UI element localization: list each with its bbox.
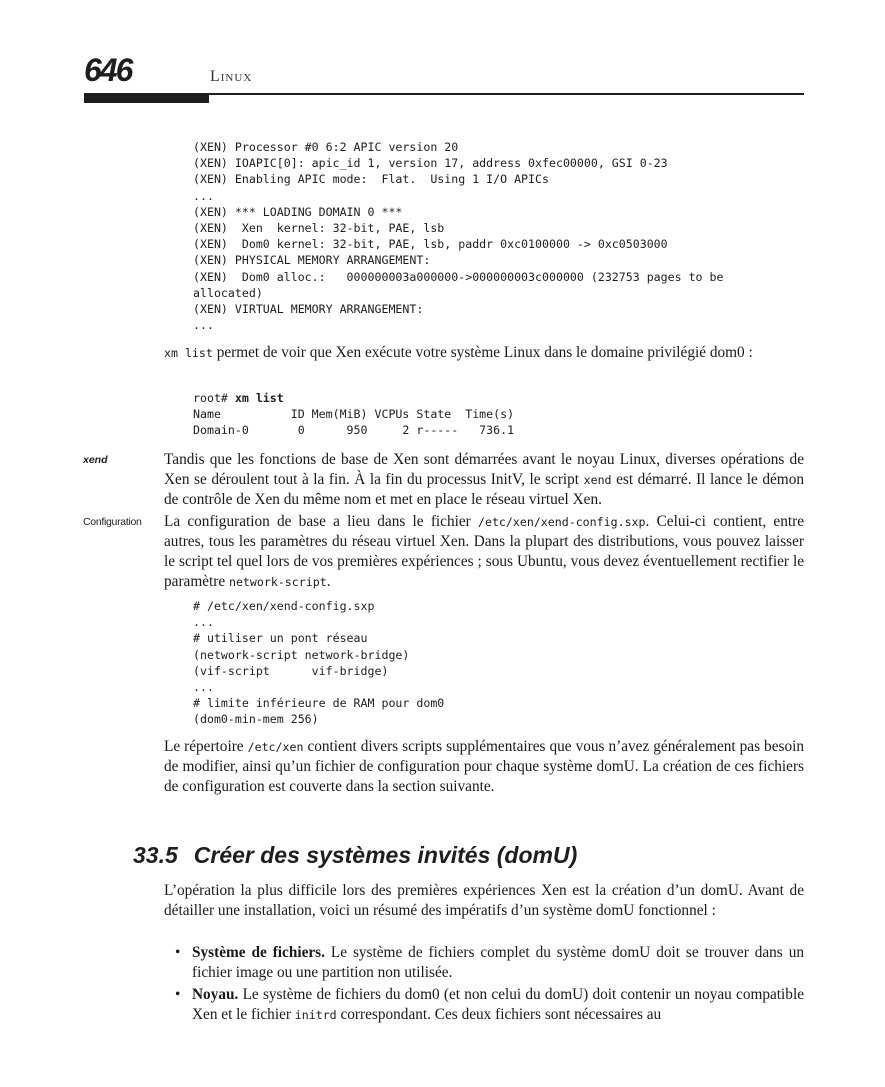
header-rule — [84, 93, 804, 95]
code-line: (XEN) VIRTUAL MEMORY ARRANGEMENT: — [193, 302, 424, 317]
shell-prompt: root# — [193, 391, 235, 405]
inline-code: /etc/xen — [247, 740, 304, 754]
inline-code: network-script — [228, 575, 327, 589]
list-item-text: Le système de fichiers complet du système domU doit se trouver dans un fichier image ou une partition non utilisée. — [192, 944, 804, 981]
code-block-boot-log — [193, 139, 723, 333]
code-line: (XEN) Dom0 alloc.: 000000003a000000->000000003c000000 (232753 pages to be — [193, 269, 724, 284]
list-item-text: Le système de fichiers du dom0 (et non celui du domU) doit contenir un noyau compatible Xen et le fichier — [192, 986, 804, 1023]
code-line: # /etc/xen/xend-config.sxp — [193, 599, 375, 613]
list-item-text: correspondant. Ces deux fichiers sont nécessaires au — [336, 1006, 662, 1023]
bullet-icon: • — [175, 986, 181, 1003]
paragraph-text: est démarré. Il lance le démon de contrôle de Xen du même nom et met en place le réseau virtuel Xen. — [164, 471, 804, 508]
page-number: 646 — [84, 52, 132, 88]
code-line: (XEN) Enabling APIC mode: Flat. Using 1 I/O APICs — [193, 172, 549, 187]
code-line — [193, 390, 514, 406]
paragraph-text: La configuration de base a lieu dans le fichier — [164, 513, 478, 530]
paragraph-xend — [164, 450, 804, 510]
code-line: (network-script network-bridge) — [193, 647, 410, 662]
code-line: (XEN) Dom0 kernel: 32-bit, PAE, lsb, paddr 0xc0100000 -> 0xc0503000 — [193, 237, 668, 252]
paragraph-text: . — [326, 573, 331, 590]
running-head: Linux — [210, 68, 253, 85]
code-line: # utiliser un pont réseau — [193, 631, 368, 646]
paragraph-repertoire — [164, 737, 804, 797]
code-line: # limite inférieure de RAM pour dom0 — [193, 696, 445, 711]
code-line: ... — [193, 318, 214, 333]
list-item-term: Noyau. — [192, 986, 239, 1003]
code-line: (dom0-min-mem 256) — [193, 712, 319, 727]
code-line: (XEN) IOAPIC[0]: apic_id 1, version 17, address 0xfec00000, GSI 0-23 — [193, 156, 668, 171]
code-line: Domain-0 0 950 2 r----- 736.1 — [193, 423, 515, 438]
code-line: (vif-script vif-bridge) — [193, 663, 389, 678]
bullet-icon: • — [175, 944, 181, 961]
paragraph-text: . Celui-ci contient, entre autres, tous les paramètres du réseau virtuel Xen. Dans la plupart des distributions, vous pouvez laisser le script tel quel lors de vos premières expériences ; sous Ubuntu, vous devez éventuellement rectifier le paramètre — [164, 513, 804, 590]
paragraph-xm-list — [164, 343, 804, 363]
paragraph-text: permet de voir que Xen exécute votre système Linux dans le domaine privilégié dom0 : — [212, 344, 753, 361]
margin-note-xend: xend — [83, 454, 108, 466]
list-item-term: Système de fichiers. — [192, 944, 325, 961]
code-line: ... — [193, 188, 214, 203]
code-line: (XEN) *** LOADING DOMAIN 0 *** — [193, 204, 403, 219]
paragraph-text: Tandis que les fonctions de base de Xen sont démarrées avant le noyau Linux, diverses opérations de Xen se déroulent tout à la fin. À la fin du processus InitV, le script — [164, 451, 804, 488]
section-title: Créer des systèmes invités (domU) — [193, 842, 578, 868]
code-line: (XEN) PHYSICAL MEMORY ARRANGEMENT: — [193, 253, 431, 268]
shell-command: xm list — [234, 391, 284, 405]
list-item — [164, 985, 804, 1025]
code-line: (XEN) Xen kernel: 32-bit, PAE, lsb — [193, 221, 445, 236]
paragraph-text: contient divers scripts supplémentaires que vous n’avez généralement pas besoin de modifier, ainsi qu’un fichier de configuration pour chaque système domU. La création de ces fichiers de configuration est couverte dans la section suivante. — [164, 738, 804, 795]
paragraph-intro: L’opération la plus difficile lors des premières expériences Xen est la création d’un domU. Avant de détailler une installation, voici un résumé des impératifs d’un système domU fonctionnel : — [164, 882, 804, 919]
code-line: Name ID Mem(MiB) VCPUs State Time(s) — [193, 407, 515, 422]
code-line: (XEN) Processor #0 6:2 APIC version 20 — [193, 140, 459, 154]
section-heading — [133, 842, 577, 869]
inline-code: xm list — [164, 346, 213, 360]
list-item — [164, 943, 804, 983]
inline-code: xend — [583, 473, 612, 487]
margin-note-configuration: Configuration — [83, 516, 142, 528]
code-line: ... — [193, 680, 214, 695]
paragraph-configuration — [164, 512, 804, 592]
section-number: 33.5 — [133, 842, 178, 868]
paragraph-text: Le répertoire — [164, 738, 248, 755]
code-line: ... — [193, 615, 214, 630]
code-block-xend-config — [193, 598, 444, 728]
code-line: allocated) — [193, 285, 263, 300]
inline-code: /etc/xen/xend-config.sxp — [477, 515, 646, 529]
requirements-list — [164, 943, 804, 1027]
code-block-xm-list — [193, 390, 514, 439]
inline-code: initrd — [294, 1008, 337, 1022]
